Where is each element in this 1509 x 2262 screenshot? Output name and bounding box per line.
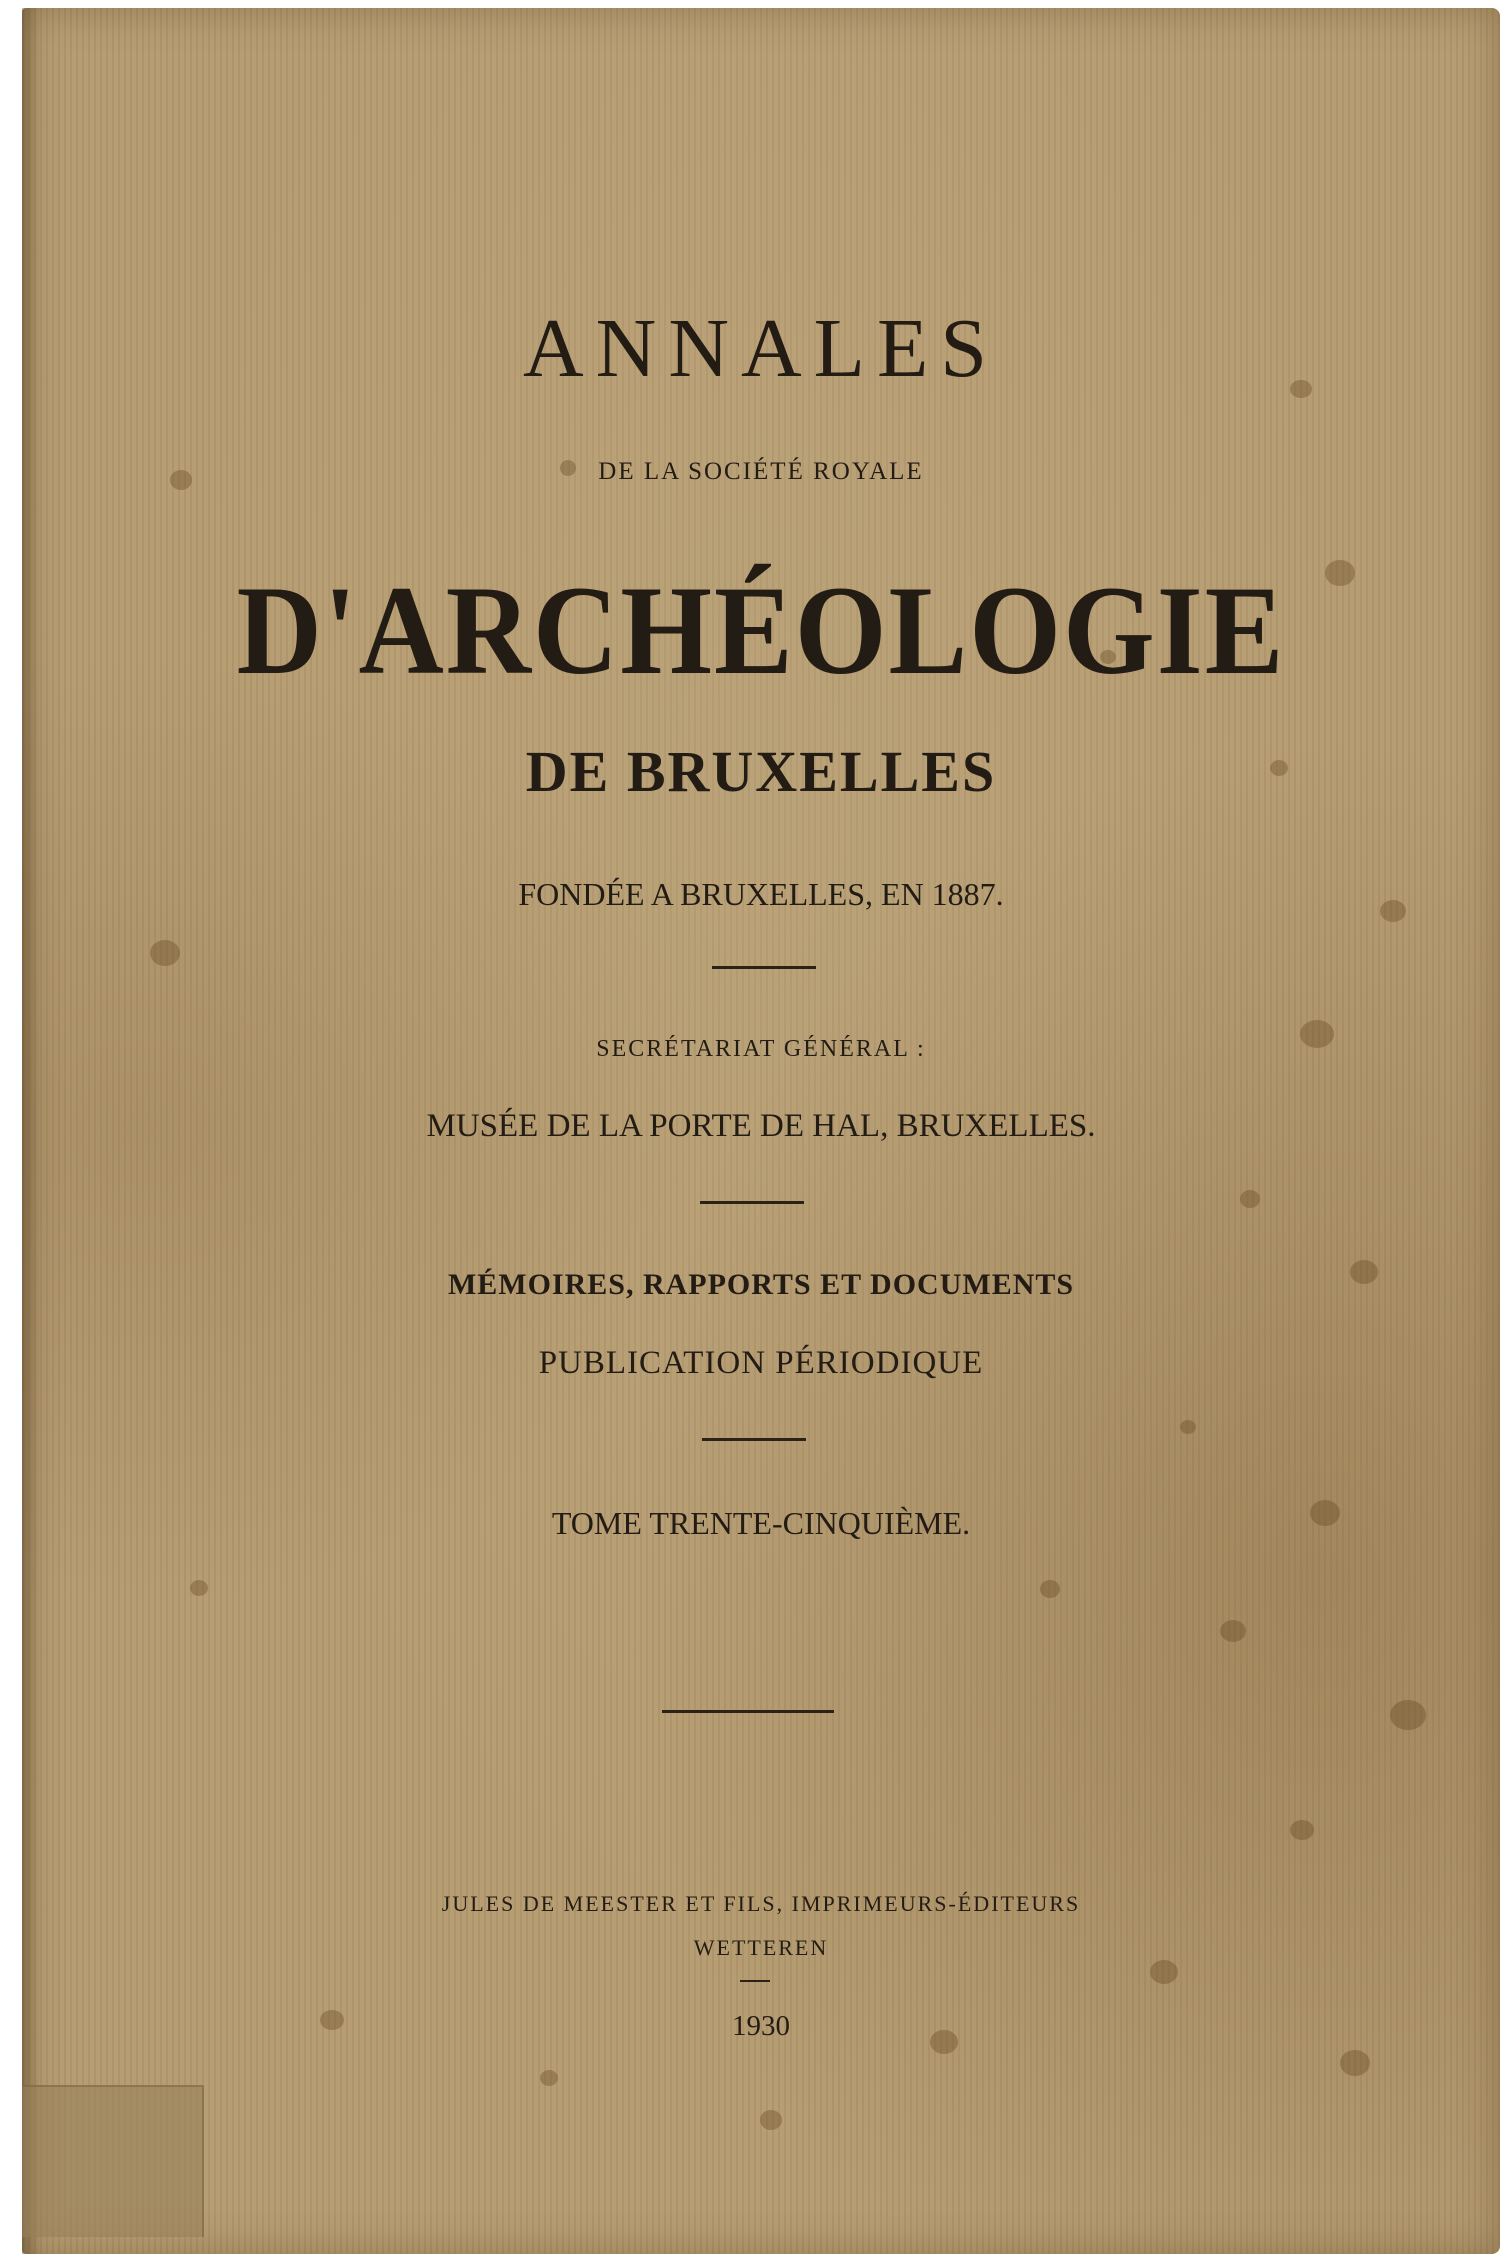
series-type: PUBLICATION PÉRIODIQUE — [538, 1345, 984, 1381]
publication-year: 1930 — [732, 2010, 790, 2042]
divider-rule — [740, 1980, 770, 1982]
divider-rule — [702, 1438, 806, 1441]
secretariat-label: SECRÉTARIAT GÉNÉRAL : — [596, 1036, 926, 1062]
divider-rule — [700, 1201, 804, 1204]
title-city: DE BRUXELLES — [525, 739, 997, 804]
divider-rule — [662, 1710, 834, 1713]
secretariat-address: MUSÉE DE LA PORTE DE HAL, BRUXELLES. — [426, 1108, 1096, 1144]
subtitle-society: DE LA SOCIÉTÉ ROYALE — [598, 458, 924, 485]
series-title: MÉMOIRES, RAPPORTS ET DOCUMENTS — [447, 1268, 1075, 1301]
publisher-city: WETTEREN — [693, 1935, 829, 1960]
cover-text — [22, 8, 1500, 2254]
divider-rule — [712, 966, 816, 969]
volume-number: TOME TRENTE-CINQUIÈME. — [551, 1505, 971, 1541]
title-annales: ANNALES — [523, 302, 999, 395]
publisher-name: JULES DE MEESTER ET FILS, IMPRIMEURS-ÉDITEURS — [441, 1891, 1081, 1916]
title-archeologie: D'ARCHÉOLOGIE — [236, 559, 1286, 702]
founded-line: FONDÉE A BRUXELLES, EN 1887. — [518, 876, 1004, 912]
